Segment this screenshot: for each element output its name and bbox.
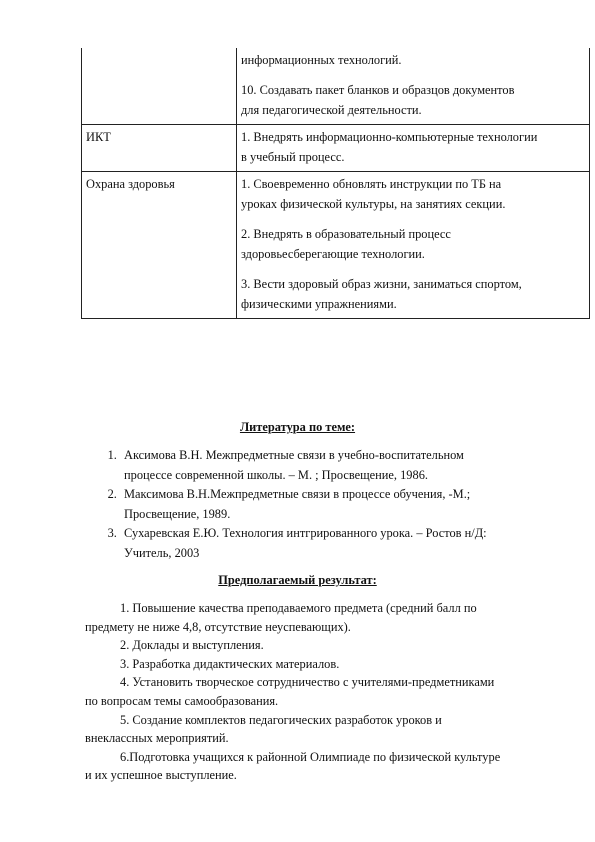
task-line: 2. Внедрять в образовательный процесс (241, 227, 451, 241)
result-line: 2. Доклады и выступления. (120, 638, 264, 653)
tasks-cell (237, 48, 590, 125)
task-paragraph (241, 80, 585, 120)
table-row (82, 172, 590, 319)
task-line: 3. Вести здоровый образ жизни, заниматься спортом, (241, 277, 522, 291)
result-line: предмету не ниже 4,8, отсутствие неуспевающих). (85, 619, 351, 634)
result-line: 5. Создание комплектов педагогических разработок уроков и (120, 712, 442, 727)
literature-line: 3. Сухаревская Е.Ю. Технология интгрированного урока. – Ростов н/Д: (124, 526, 487, 540)
tasks-cell (237, 172, 590, 319)
task-paragraph (241, 174, 585, 214)
task-line: 1. Своевременно обновлять инструкции по ТБ на (241, 177, 502, 191)
literature-line: процессе современной школы. – М. ; Просвещение, 1986. (124, 467, 428, 482)
results-list (85, 599, 565, 785)
task-paragraph (241, 50, 585, 70)
task-line: в учебный процесс. (241, 150, 345, 164)
task-line: здоровьесберегающие технологии. (241, 247, 425, 261)
result-line: по вопросам темы самообразования. (85, 693, 279, 708)
table-row (82, 48, 590, 125)
category-cell (82, 48, 237, 125)
result-line: и их успешное выступление. (85, 768, 237, 783)
results-heading: Предполагаемый результат: (218, 573, 377, 587)
result-line: 3. Разработка дидактических материалов. (120, 656, 340, 671)
literature-line: Учитель, 2003 (124, 545, 200, 560)
literature-list (100, 446, 580, 563)
task-paragraph (241, 224, 585, 264)
task-line: физическими упражнениями. (241, 297, 397, 311)
plan-table (81, 48, 590, 319)
result-line: внеклассных мероприятий. (85, 731, 229, 746)
task-line: информационных технологий. (241, 53, 402, 67)
category-cell: Охрана здоровья (82, 172, 237, 319)
literature-line: Просвещение, 1989. (124, 506, 231, 521)
task-paragraph (241, 274, 585, 314)
task-paragraph (241, 127, 585, 167)
table-row (82, 125, 590, 172)
literature-heading: Литература по теме: (239, 420, 356, 434)
result-line: 1. Повышение качества преподаваемого предмета (средний балл по (120, 601, 477, 615)
task-line: для педагогической деятельности. (241, 103, 422, 117)
literature-item (120, 446, 580, 485)
literature-item (120, 485, 580, 524)
literature-item (120, 524, 580, 563)
literature-line: 2. Максимова В.Н.Межпредметные связи в процессе обучения, -М.; (124, 487, 471, 501)
task-line: 1. Внедрять информационно-компьютерные технологии (241, 130, 538, 144)
category-cell: ИКТ (82, 125, 237, 172)
literature-line: 1. Аксимова В.Н. Межпредметные связи в учебно-воспитательном (124, 448, 464, 462)
task-line: 10. Создавать пакет бланков и образцов документов (241, 83, 515, 97)
tasks-cell (237, 125, 590, 172)
result-line: 6.Подготовка учащихся к районной Олимпиаде по физической культуре (120, 749, 501, 764)
task-line: уроках физической культуры, на занятиях секции. (241, 197, 506, 211)
result-line: 4. Установить творческое сотрудничество с учителями-предметниками (120, 675, 495, 690)
